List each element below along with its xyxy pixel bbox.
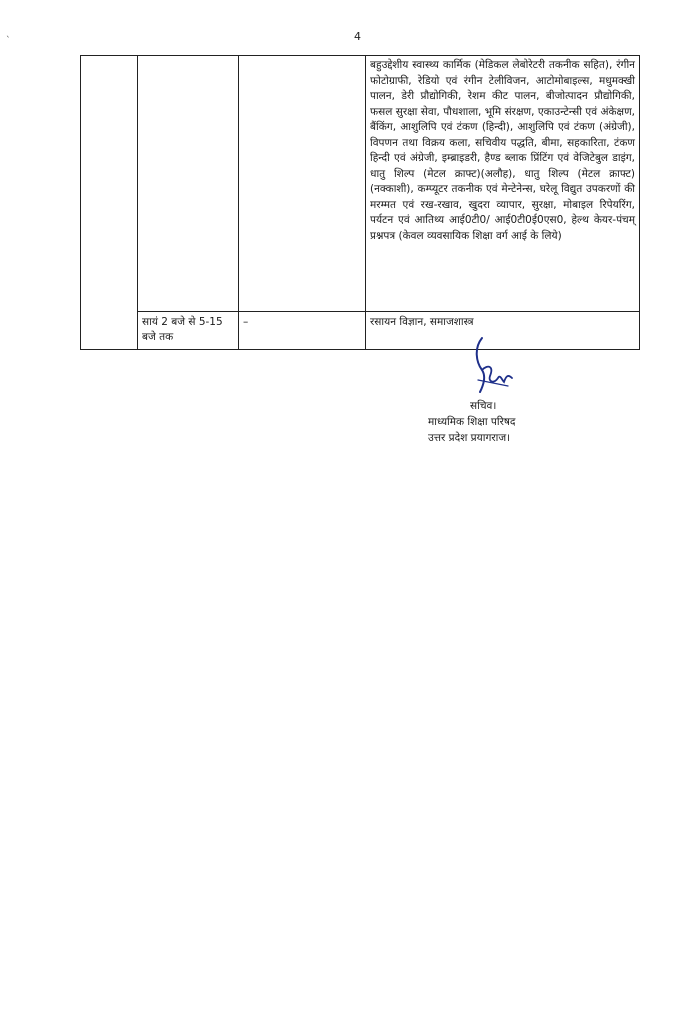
- date-cell: [81, 56, 138, 350]
- page-number: 4: [354, 30, 361, 43]
- exam-schedule-table: [80, 55, 640, 350]
- office-location: उत्तर प्रदेश प्रयागराज।: [428, 432, 511, 444]
- morning-subjects-cell: –: [239, 312, 366, 350]
- signature-block: [428, 398, 516, 446]
- signature-mark: [468, 336, 516, 398]
- subjects-cell: बहुउद्देशीय स्वास्थ्य कार्मिक (मेडिकल लेबोरेटरी तकनीक सहित), रंगीन फोटोग्राफी, रेडियो एवं रंगीन टेलीविजन, आटोमोबाइल्स, मधुमक्खी पालन, डेरी प्रौद्योगिकी, रेशम कीट पालन, बीजोत्पादन प्रौद्योगिकी, फसल सुरक्षा सेवा, पौधशाला, भूमि संरक्षण, एकाउन्टेन्सी एवं अंकेक्षण, बैंकिंग, आशुलिपि एवं टंकण (हिन्दी), आशुलिपि एवं टंकण (अंग्रेजी), विपणन तथा विक्रय कला, सचिवीय पद्धति, बीमा, सहकारिता, टंकण हिन्दी एवं अंग्रेजी, इम्ब्राइडरी, हैण्ड ब्लाक प्रिंटिंग एवं वेजिटेबुल डाइंग, धातु शिल्प (मेटल क्राफ्ट)(अलौह), धातु शिल्प (मेटल क्राफ्ट)(नक्काशी), कम्प्यूटर तकनीक एवं मेन्टेनेन्स, घरेलू विद्युत उपकरणों की मरम्मत एवं रख-रखाव, खुदरा व्यापार, सुरक्षा, मोबाइल रिपेयरिंग, पर्यटन एवं आतिथ्य आई0टी0/ आई0टी0ई0एस0, हेल्थ केयर-पंचम् प्रश्नपत्र (केवल व्यवसायिक शिक्षा वर्ग आई के लिये): [366, 56, 640, 312]
- signatory-title: सचिव।: [470, 400, 497, 412]
- table-row: [81, 56, 640, 312]
- time-cell: सायं 2 बजे से 5-15 बजे तक: [138, 312, 239, 350]
- time-cell: [138, 56, 239, 312]
- corner-mark: `: [6, 36, 11, 46]
- subjects-cell: रसायन विज्ञान, समाजशास्त्र: [366, 312, 640, 350]
- office-name: माध्यमिक शिक्षा परिषद: [428, 416, 516, 428]
- morning-subjects-cell: [239, 56, 366, 312]
- table-row: [81, 312, 640, 350]
